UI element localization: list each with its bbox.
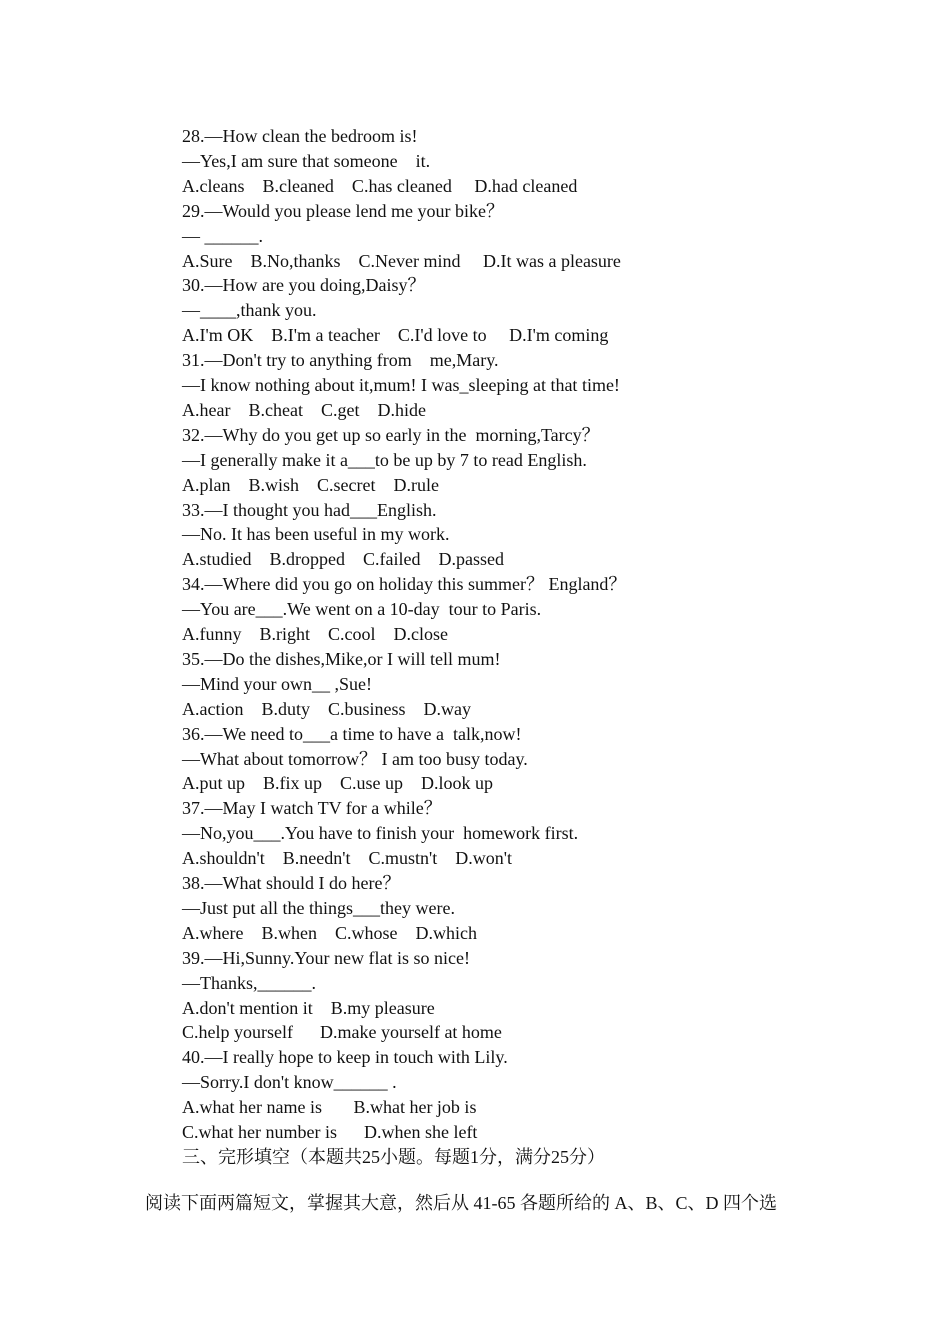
text-line: 34.—Where did you go on holiday this summer？ England？ — [182, 574, 627, 595]
text-line: A.where B.when C.whose D.which — [182, 922, 477, 943]
text-line: 29.—Would you please lend me your bike？ — [182, 200, 504, 221]
text-line: A.cleans B.cleaned C.has cleaned D.had cleaned — [182, 175, 578, 196]
text-line: 31.—Don't try to anything from me,Mary. — [182, 350, 499, 371]
text-line: —Just put all the things___they were. — [182, 897, 455, 918]
text-line: 38.—What should I do here？ — [182, 873, 401, 893]
text-line: 三、完形填空（本题共25小题。每题1分，满分25分） — [182, 1146, 605, 1167]
text-line: —____,thank you. — [182, 300, 317, 321]
text-line: C.help yourself D.make yourself at home — [182, 1022, 502, 1043]
cloze-instructions: 阅读下面两篇短文，掌握其大意，然后从 41-65 各题所给的 A、B、C、D 四个选 — [145, 1193, 778, 1213]
text-line: —No. It has been useful in my work. — [182, 524, 450, 545]
text-line: 32.—Why do you get up so early in the morning,Tarcy？ — [182, 424, 600, 445]
text-line: 35.—Do the dishes,Mike,or I will tell mum! — [182, 648, 501, 669]
text-line: — ______. — [182, 225, 263, 246]
text-line: —No,you___.You have to finish your homework first. — [182, 823, 579, 844]
text-line: —Mind your own__ ,Sue! — [182, 673, 372, 694]
text-line: 33.—I thought you had___English. — [182, 499, 437, 520]
text-line: —What about tomorrow？ I am too busy today. — [182, 748, 528, 769]
text-line: A.hear B.cheat C.get D.hide — [182, 399, 426, 420]
text-line: C.what her number is D.when she left — [182, 1122, 478, 1142]
text-line: 30.—How are you doing,Daisy？ — [182, 275, 426, 296]
text-line: —I generally make it a___to be up by 7 to read English. — [182, 449, 587, 470]
text-line: A.studied B.dropped C.failed D.passed — [182, 549, 504, 570]
text-line: A.action B.duty C.business D.way — [182, 698, 471, 719]
text-line: —Yes,I am sure that someone it. — [182, 150, 431, 171]
text-line: 28.—How clean the bedroom is! — [182, 126, 418, 146]
text-line: 37.—May I watch TV for a while？ — [182, 798, 442, 819]
text-line: A.plan B.wish C.secret D.rule — [182, 474, 439, 495]
text-line: 39.—Hi,Sunny.Your new flat is so nice! — [182, 947, 470, 968]
text-line: A.don't mention it B.my pleasure — [182, 997, 435, 1018]
text-line: —I know nothing about it,mum! I was_sleeping at that time! — [182, 375, 620, 395]
text-line: A.shouldn't B.needn't C.mustn't D.won't — [182, 848, 512, 869]
text-line: A.Sure B.No,thanks C.Never mind D.It was a pleasure — [182, 250, 621, 271]
text-line: A.what her name is B.what her job is — [182, 1097, 477, 1118]
text-line: —You are___.We went on a 10-day tour to Paris. — [182, 599, 542, 620]
text-line: 36.—We need to___a time to have a talk,now! — [182, 723, 522, 744]
text-line: —Sorry.I don't know______ . — [182, 1072, 397, 1093]
text-line: A.I'm OK B.I'm a teacher C.I'd love to D.I'm coming — [182, 325, 609, 346]
text-line: —Thanks,______. — [182, 972, 316, 993]
text-line: A.funny B.right C.cool D.close — [182, 624, 448, 644]
text-line: 40.—I really hope to keep in touch with Lily. — [182, 1047, 508, 1068]
text-line: A.put up B.fix up C.use up D.look up — [182, 773, 494, 794]
